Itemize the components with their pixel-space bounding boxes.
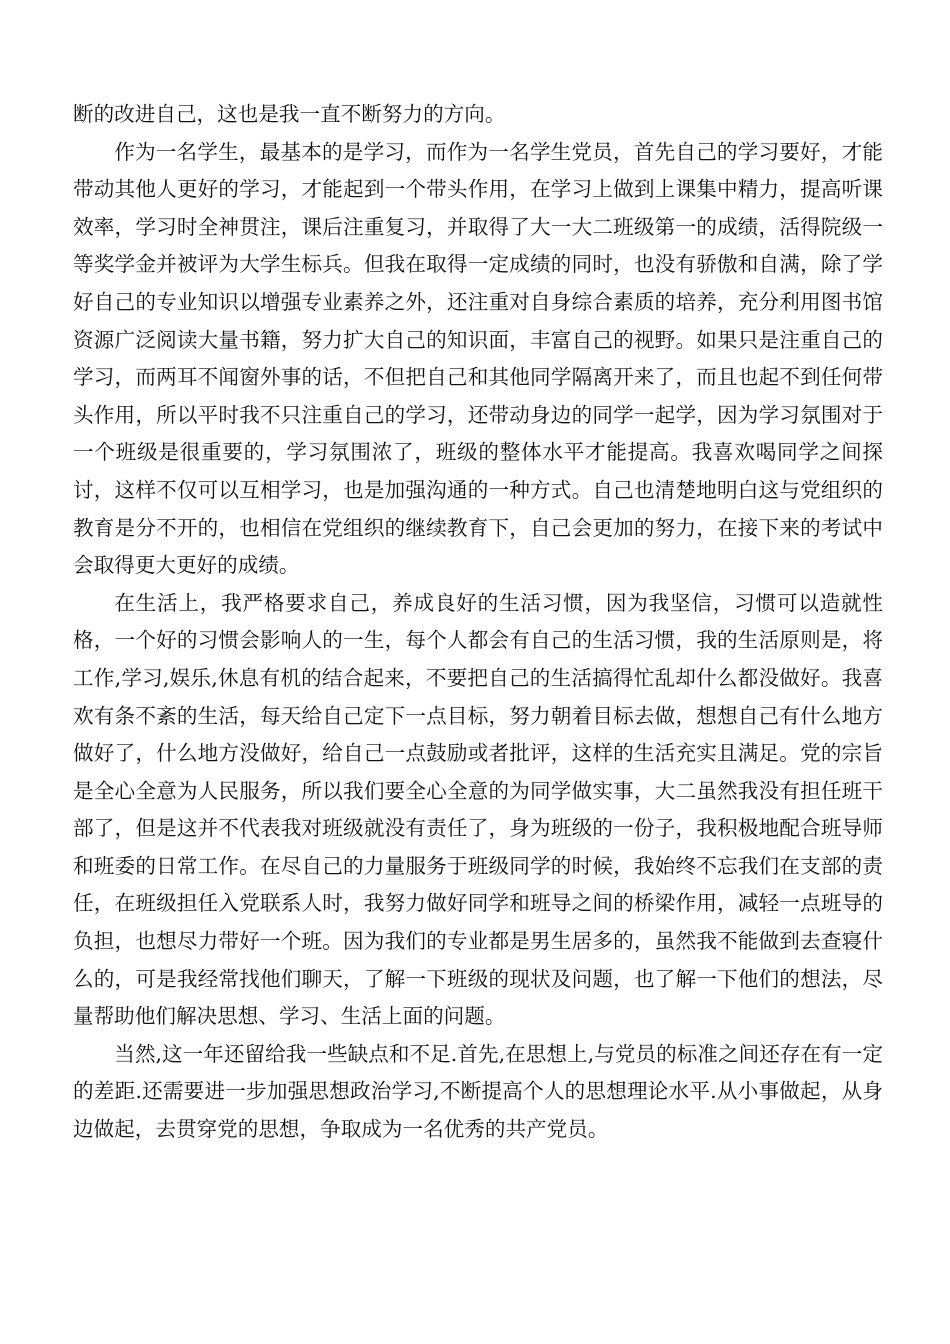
paragraph-life: 在生活上，我严格要求自己，养成良好的生活习惯，因为我坚信，习惯可以造就性格，一个好的习惯会影响人的一生，每个人都会有自己的生活习惯，我的生活原则是，将工作,学习,娱乐,休息有机的结合起来，不要把自己的生活搞得忙乱却什么都没做好。我喜欢有条不紊的生活，每天给自己定下一点目标，努力朝着目标去做，想想自己有什么地方做好了，什么地方没做好，给自己一点鼓励或者批评，这样的生活充实且满足。党的宗旨是全心全意为人民服务，所以我们要全心全意的为同学做实事，大二虽然我没有担任班干部了，但是这并不代表我对班级就没有责任了，身为班级的一份子，我积极地配合班导师和班委的日常工作。在尽自己的力量服务于班级同学的时候，我始终不忘我们在支部的责任，在班级担任入党联系人时，我努力做好同学和班导之间的桥梁作用，减轻一点班导的负担，也想尽力带好一个班。因为我们的专业都是男生居多的，虽然我不能做到去查寝什么的，可是我经常找他们聊天，了解一下班级的现状及问题，也了解一下他们的想法，尽量帮助他们解决思想、学习、生活上面的问题。 <box>73 590 883 1029</box>
paragraph-study: 作为一名学生，最基本的是学习，而作为一名学生党员，首先自己的学习要好，才能带动其他人更好的学习，才能起到一个带头作用，在学习上做到上课集中精力，提高听课效率，学习时全神贯注，课后注重复习，并取得了大一大二班级第一的成绩，活得院级一等奖学金并被评为大学生标兵。但我在取得一定成绩的同时，也没有骄傲和自满，除了学好自己的专业知识以增强专业素养之外，还注重对自身综合素质的培养，充分利用图书馆资源广泛阅读大量书籍，努力扩大自己的知识面，丰富自己的视野。如果只是注重自己的学习，而两耳不闻窗外事的话，不但把自己和其他同学隔离开来了，而且也起不到任何带头作用，所以平时我不只注重自己的学习，还带动身边的同学一起学，因为学习氛围对于一个班级是很重要的，学习氛围浓了，班级的整体水平才能提高。我喜欢喝同学之间探讨，这样不仅可以互相学习，也是加强沟通的一种方式。自己也清楚地明白这与党组织的教育是分不开的，也相信在党组织的继续教育下，自己会更加的努力，在接下来的考试中会取得更大更好的成绩。 <box>73 139 883 578</box>
paragraph-shortcomings: 当然,这一年还留给我一些缺点和不足.首先,在思想上,与党员的标准之间还存在有一定的差距.还需要进一步加强思想政治学习,不断提高个人的思想理论水平.从小事做起，从身边做起，去贯穿党的思想，争取成为一名优秀的共产党员。 <box>73 1041 883 1142</box>
document-body <box>73 96 883 1149</box>
paragraph-continuation: 断的改进自己，这也是我一直不断努力的方向。 <box>73 102 506 126</box>
